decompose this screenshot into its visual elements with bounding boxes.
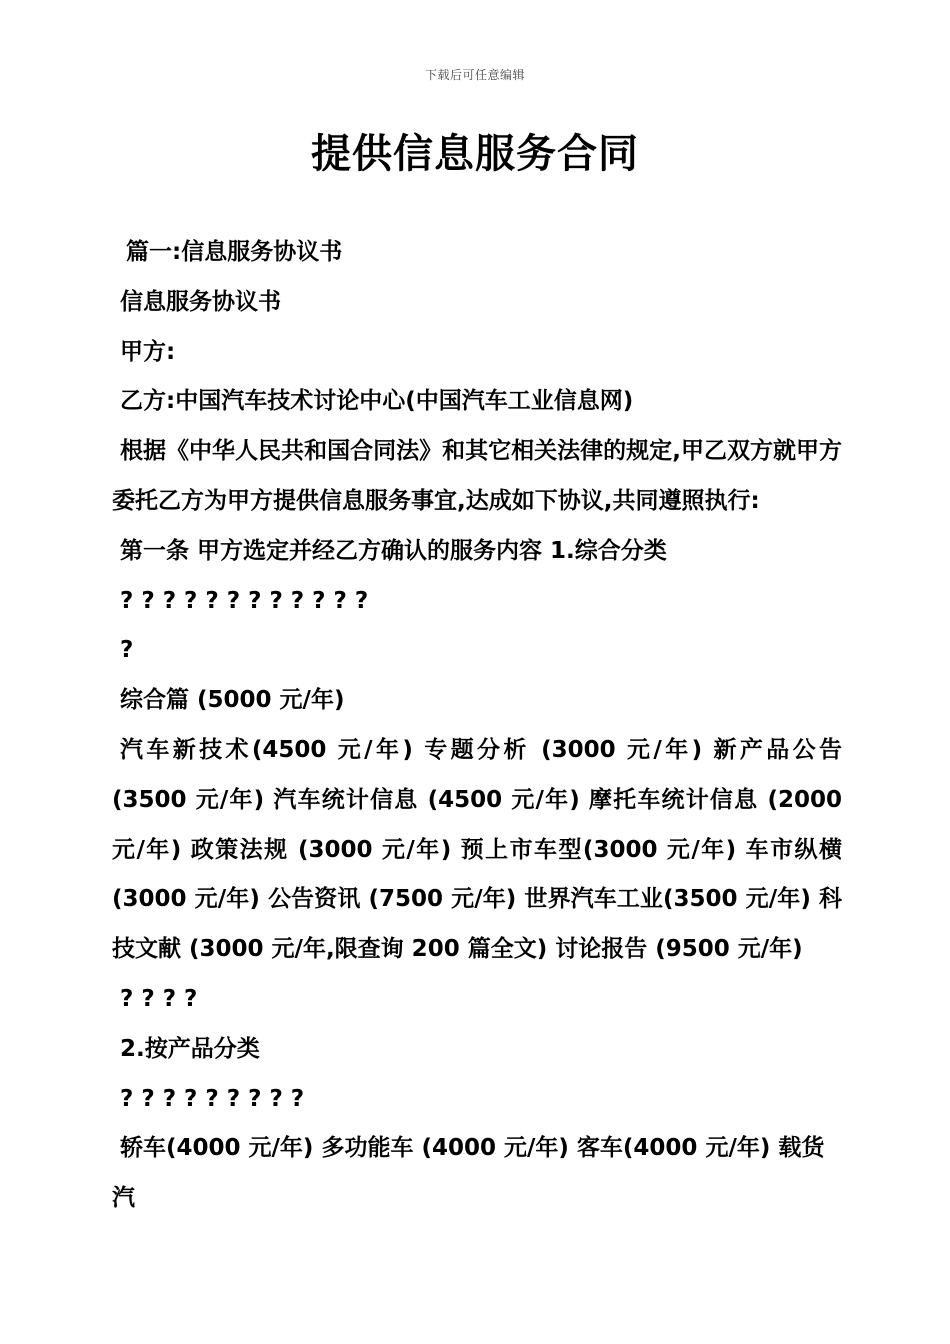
paragraph: 信息服务协议书 xyxy=(120,288,281,315)
placeholder-line: ? ? ? ? xyxy=(120,985,198,1012)
paragraph: 2.按产品分类 xyxy=(120,1035,260,1062)
document-body xyxy=(112,228,842,1224)
paragraph: 轿车(4000 元/年) 多功能车 (4000 元/年) 客车(4000 元/年) 载货汽 xyxy=(112,1135,825,1212)
article-line: 第一条 甲方选定并经乙方确认的服务内容 1.综合分类 xyxy=(120,537,667,564)
party-b-line: 乙方:中国汽车技术讨论中心(中国汽车工业信息网) xyxy=(120,388,634,415)
placeholder-line: ? xyxy=(120,637,134,664)
paragraph: 汽车新技术(4500 元/年) 专题分析 (3000 元/年) 新产品公告 (3500 元/年) 汽车统计信息 (4500 元/年) 摩托车统计信息 (2000 元/年) 政策法规 (3000 元/年) 预上市车型(3000 元/年) 车市纵横 (3000 元/年) 公告资讯 (7500 元/年) 世界汽车工业(3500 元/年) 科技文献 (3000 元/年,限查询 200 篇全文) 讨论报告 (9500 元/年) xyxy=(112,736,842,963)
placeholder-line: ? ? ? ? ? ? ? ? ? xyxy=(120,1085,305,1112)
paragraph: 根据《中华人民共和国合同法》和其它相关法律的规定,甲乙双方就甲方委托乙方为甲方提供信息服务事宜,达成如下协议,共同遵照执行: xyxy=(112,438,842,514)
paragraph: 综合篇 (5000 元/年) xyxy=(120,687,345,714)
party-a-line: 甲方: xyxy=(120,338,176,365)
placeholder-line: ? ? ? ? ? ? ? ? ? ? ? ? xyxy=(120,587,369,614)
section-heading: 篇一:信息服务协议书 xyxy=(126,239,343,265)
header-note: 下载后可任意编辑 xyxy=(424,68,525,82)
document-title: 提供信息服务合同 xyxy=(311,131,639,177)
